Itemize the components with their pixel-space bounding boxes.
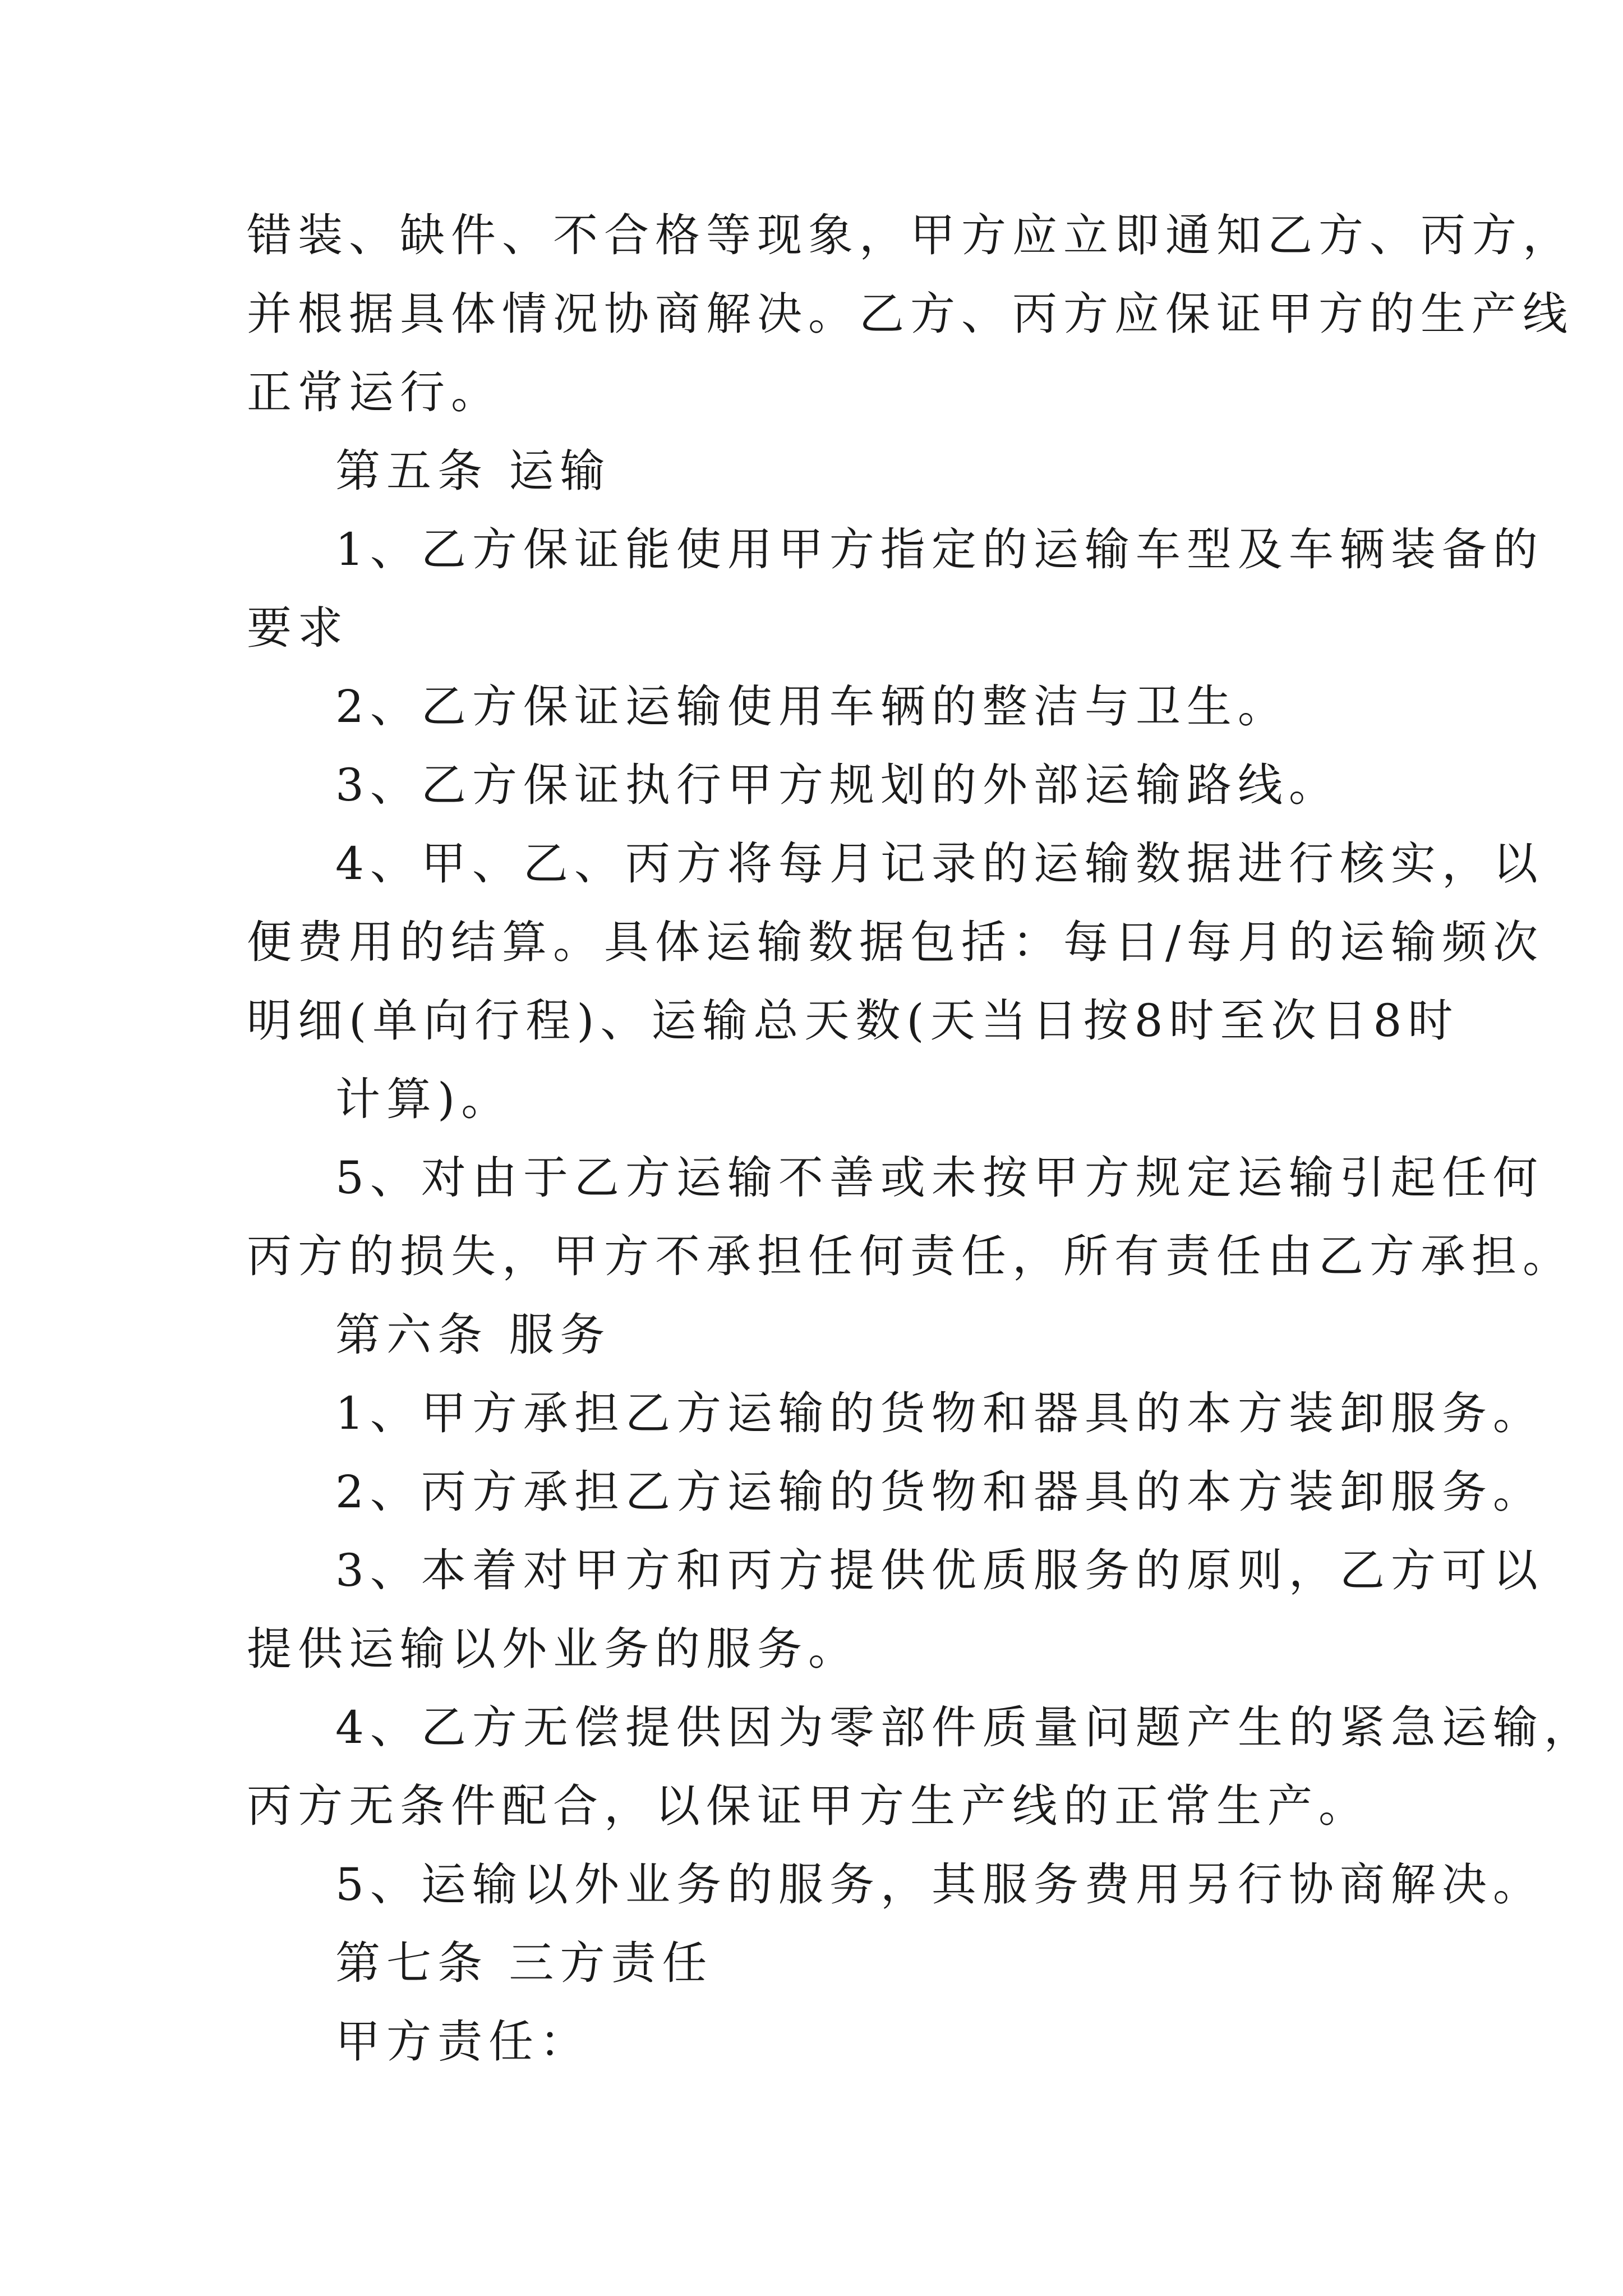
body-text-line: 错装、缺件、不合格等现象，甲方应立即通知乙方、丙方， bbox=[247, 209, 1574, 261]
clause-line: 丙方无条件配合，以保证甲方生产线的正常生产。 bbox=[247, 1780, 1370, 1832]
clause-line: 提供运输以外业务的服务。 bbox=[247, 1623, 859, 1675]
clause-line: 5、对由于乙方运输不善或未按甲方规定运输引起任何 bbox=[335, 1152, 1544, 1204]
sub-heading-party-a: 甲方责任： bbox=[335, 2016, 591, 2068]
clause-line: 4、乙方无偿提供因为零部件质量问题产生的紧急运输， bbox=[335, 1701, 1595, 1754]
clause-line: 3、乙方保证执行甲方规划的外部运输路线。 bbox=[335, 759, 1340, 811]
clause-line: 1、甲方承担乙方运输的货物和器具的本方装卸服务。 bbox=[335, 1387, 1544, 1439]
clause-line: 丙方的损失，甲方不承担任何责任，所有责任由乙方承担。 bbox=[247, 1230, 1574, 1282]
clause-line: 5、运输以外业务的服务，其服务费用另行协商解决。 bbox=[335, 1858, 1544, 1911]
section-heading-transport: 第五条 运输 bbox=[335, 445, 611, 497]
section-heading-responsibilities: 第七条 三方责任 bbox=[335, 1937, 713, 1989]
clause-line: 4、甲、乙、丙方将每月记录的运输数据进行核实，以 bbox=[335, 838, 1544, 890]
clause-line: 明细(单向行程)、运输总天数(天当日按8时至次日8时 bbox=[247, 995, 1459, 1047]
clause-line: 便费用的结算。具体运输数据包括：每日/每月的运输频次 bbox=[247, 916, 1544, 968]
body-text-line: 正常运行。 bbox=[247, 366, 502, 418]
clause-line: 要求 bbox=[247, 602, 349, 654]
clause-line: 计算)。 bbox=[335, 1073, 513, 1125]
body-text-line: 并根据具体情况协商解决。乙方、丙方应保证甲方的生产线 bbox=[247, 288, 1574, 340]
clause-line: 1、乙方保证能使用甲方指定的运输车型及车辆装备的 bbox=[335, 523, 1544, 576]
section-heading-service: 第六条 服务 bbox=[335, 1309, 611, 1361]
clause-line: 2、乙方保证运输使用车辆的整洁与卫生。 bbox=[335, 680, 1289, 733]
clause-line: 2、丙方承担乙方运输的货物和器具的本方装卸服务。 bbox=[335, 1466, 1544, 1518]
clause-line: 3、本着对甲方和丙方提供优质服务的原则，乙方可以 bbox=[335, 1544, 1544, 1596]
